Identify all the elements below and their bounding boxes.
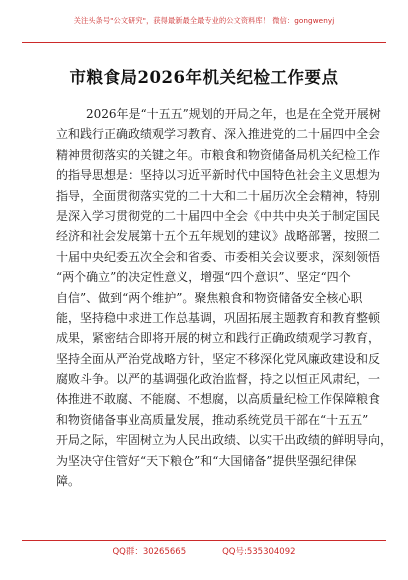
body-line: “两个确立”的决定性意义，增强“四个意识”、坚定“四个 [56,270,351,285]
body-line: 障。 [56,474,81,489]
body-line: 的指导思想是：坚持以习近平新时代中国特色社会主义思想为 [56,168,381,183]
footer-qq-number: QQ号:535304092 [222,547,296,557]
body-line: 经济和社会发展第十五个五年规划的建议》战略部署，按照二 [56,229,381,244]
body-line: 精神贯彻落实的关键之年。市粮食和物资储备局机关纪检工作 [56,147,381,162]
body-line: 能，坚持稳中求进工作总基调，巩固拓展主题教育和教育整顿 [56,310,381,325]
body-line: 成果，紧密结合即将开展的树立和践行正确政绩观学习教育， [56,331,381,346]
body-line: 指导，全面贯彻落实党的二十大和二十届历次全会精神，特别 [56,188,381,203]
body-line: 腐败斗争。以严的基调强化政治监督，持之以恒正风肃纪，一 [56,372,381,387]
body-line: 体推进不敢腐、不能腐、不想腐，以高质量纪检工作保障粮食 [56,392,381,407]
body-line: 十届中央纪委五次全会和省委、市委相关会议要求，深刻领悟 [56,249,381,264]
body-paragraph [56,104,393,491]
footer [0,545,408,557]
header-banner [0,4,408,38]
body-line: 坚持全面从严治党战略方针，坚定不移深化党风廉政建设和反 [56,351,381,366]
body-line: 立和践行正确政绩观学习教育、深入推进党的二十届四中全会 [56,127,381,142]
body-line: 2026年是“十五五”规划的开局之年，也是在全党开展树 [86,107,381,121]
body-line: 开局之际，牢固树立为人民出政绩、以实干出政绩的鲜明导向， [56,433,393,448]
body-line: 和物资储备事业高质量发展，推动系统党员干部在“十五五” [56,412,369,427]
header-banner-text: 关注头条号"公文研究"，获得最新最全最专业的公文资料库！ 微信：gongwenyj [73,16,335,25]
document-title: 市粮食局2026年机关纪检工作要点 [69,68,339,87]
header-divider [22,42,386,43]
body-line: 自信”、做到“两个维护”。聚焦粮食和物资储备安全核心职 [56,290,363,305]
footer-divider [22,540,386,541]
footer-qq-group: QQ群：30265665 [112,547,187,557]
body-line: 是深入学习贯彻党的二十届四中全会《中共中央关于制定国民 [56,208,381,223]
body-line: 为坚决守住管好“天下粮仓”和“大国储备”提供坚强纪律保 [56,453,357,468]
